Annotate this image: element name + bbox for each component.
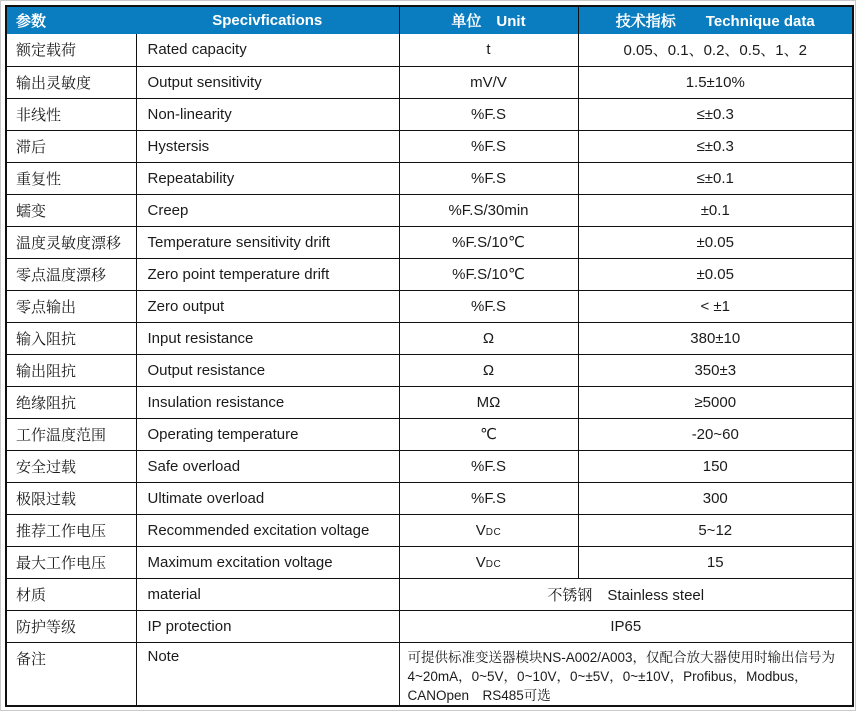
- table-header: [6, 6, 853, 34]
- param-cell: 额定载荷: [6, 34, 136, 66]
- value-cell: 150: [578, 450, 853, 482]
- value-cell: ±0.1: [578, 194, 853, 226]
- spec-cell: Temperature sensitivity drift: [136, 226, 399, 258]
- unit-cell: Ω: [399, 354, 578, 386]
- spec-cell: material: [136, 578, 399, 610]
- spec-cell: Non-linearity: [136, 98, 399, 130]
- note-cell: [399, 642, 853, 706]
- spec-cell: Insulation resistance: [136, 386, 399, 418]
- param-cell: 蠕变: [6, 194, 136, 226]
- value-cell: ≤±0.1: [578, 162, 853, 194]
- unit-cell: Ω: [399, 322, 578, 354]
- param-cell: 非线性: [6, 98, 136, 130]
- spec-cell: Repeatability: [136, 162, 399, 194]
- note-line: 4~20mA，0~5V，0~10V，0~±5V，0~±10V，Profibus，Modbus，: [407, 668, 808, 684]
- param-cell: 输出阻抗: [6, 354, 136, 386]
- spec-cell: Recommended excitation voltage: [136, 514, 399, 546]
- unit-cell: %F.S/30min: [399, 194, 578, 226]
- param-cell: 输出灵敏度: [6, 66, 136, 98]
- table-row-note: [6, 642, 853, 706]
- spec-cell: Output resistance: [136, 354, 399, 386]
- value-cell: -20~60: [578, 418, 853, 450]
- header-technique-data: 技术指标 Technique data: [578, 6, 853, 34]
- spec-cell: Note: [136, 642, 399, 706]
- value-cell: 300: [578, 482, 853, 514]
- merged-value-cell: 不锈钢 Stainless steel: [399, 578, 853, 610]
- unit-subscript: DC: [485, 558, 502, 570]
- param-cell: 温度灵敏度漂移: [6, 226, 136, 258]
- header-row: [6, 6, 853, 34]
- unit-cell: [399, 546, 578, 578]
- param-cell: 绝缘阻抗: [6, 386, 136, 418]
- table-row: [6, 546, 853, 578]
- value-cell: ≥5000: [578, 386, 853, 418]
- value-cell: 15: [578, 546, 853, 578]
- table-row: [6, 418, 853, 450]
- table-row: [6, 354, 853, 386]
- value-cell: ≤±0.3: [578, 98, 853, 130]
- note-line: CANOpen RS485可选: [407, 687, 551, 703]
- table-row: [6, 450, 853, 482]
- specifications-table: [5, 5, 854, 707]
- table-body: [6, 34, 853, 706]
- param-cell: 最大工作电压: [6, 546, 136, 578]
- table-row: [6, 514, 853, 546]
- unit-cell: %F.S/10℃: [399, 258, 578, 290]
- value-cell: ≤±0.3: [578, 130, 853, 162]
- table-row: [6, 66, 853, 98]
- spec-cell: Hystersis: [136, 130, 399, 162]
- spec-cell: Operating temperature: [136, 418, 399, 450]
- note-line: 可提供标准变送器模块NS-A002/A003，仅配合放大器使用时输出信号为: [407, 649, 836, 665]
- spec-cell: Maximum excitation voltage: [136, 546, 399, 578]
- table-row: [6, 130, 853, 162]
- spec-cell: Zero output: [136, 290, 399, 322]
- value-cell: ±0.05: [578, 226, 853, 258]
- value-cell: 5~12: [578, 514, 853, 546]
- value-cell: 1.5±10%: [578, 66, 853, 98]
- spec-cell: Zero point temperature drift: [136, 258, 399, 290]
- spec-cell: Safe overload: [136, 450, 399, 482]
- unit-cell: mV/V: [399, 66, 578, 98]
- unit-cell: ℃: [399, 418, 578, 450]
- header-unit: 单位 Unit: [399, 6, 578, 34]
- param-cell: 零点温度漂移: [6, 258, 136, 290]
- param-cell: 推荐工作电压: [6, 514, 136, 546]
- unit-cell: t: [399, 34, 578, 66]
- header-specifications: Specivfications: [136, 6, 399, 34]
- value-cell: ±0.05: [578, 258, 853, 290]
- unit-main: V: [475, 521, 486, 539]
- table-row: [6, 226, 853, 258]
- value-cell: 350±3: [578, 354, 853, 386]
- unit-cell: %F.S: [399, 162, 578, 194]
- table-row: [6, 482, 853, 514]
- unit-cell: [399, 514, 578, 546]
- table-row: [6, 194, 853, 226]
- unit-main: V: [475, 553, 486, 571]
- param-cell: 防护等级: [6, 610, 136, 642]
- table-row: [6, 578, 853, 610]
- spec-cell: Output sensitivity: [136, 66, 399, 98]
- param-cell: 安全过载: [6, 450, 136, 482]
- param-cell: 极限过载: [6, 482, 136, 514]
- table-row: [6, 290, 853, 322]
- unit-cell: %F.S: [399, 482, 578, 514]
- unit-cell: %F.S: [399, 450, 578, 482]
- param-cell: 备注: [6, 642, 136, 706]
- param-cell: 输入阻抗: [6, 322, 136, 354]
- table-row: [6, 34, 853, 66]
- table-row: [6, 386, 853, 418]
- unit-cell: %F.S: [399, 290, 578, 322]
- table-row: [6, 162, 853, 194]
- value-cell: < ±1: [578, 290, 853, 322]
- table-row: [6, 610, 853, 642]
- param-cell: 重复性: [6, 162, 136, 194]
- param-cell: 滞后: [6, 130, 136, 162]
- spec-cell: Creep: [136, 194, 399, 226]
- table-row: [6, 258, 853, 290]
- table-row: [6, 322, 853, 354]
- unit-cell: %F.S/10℃: [399, 226, 578, 258]
- header-param: 参数: [6, 6, 136, 34]
- value-cell: 0.05、0.1、0.2、0.5、1、2: [578, 34, 853, 66]
- spec-cell: Ultimate overload: [136, 482, 399, 514]
- param-cell: 工作温度范围: [6, 418, 136, 450]
- table-row: [6, 98, 853, 130]
- unit-cell: %F.S: [399, 98, 578, 130]
- param-cell: 零点输出: [6, 290, 136, 322]
- unit-subscript: DC: [485, 526, 502, 538]
- spec-cell: Input resistance: [136, 322, 399, 354]
- spec-cell: IP protection: [136, 610, 399, 642]
- unit-cell: MΩ: [399, 386, 578, 418]
- param-cell: 材质: [6, 578, 136, 610]
- spec-cell: Rated capacity: [136, 34, 399, 66]
- value-cell: 380±10: [578, 322, 853, 354]
- merged-value-cell: IP65: [399, 610, 853, 642]
- unit-cell: %F.S: [399, 130, 578, 162]
